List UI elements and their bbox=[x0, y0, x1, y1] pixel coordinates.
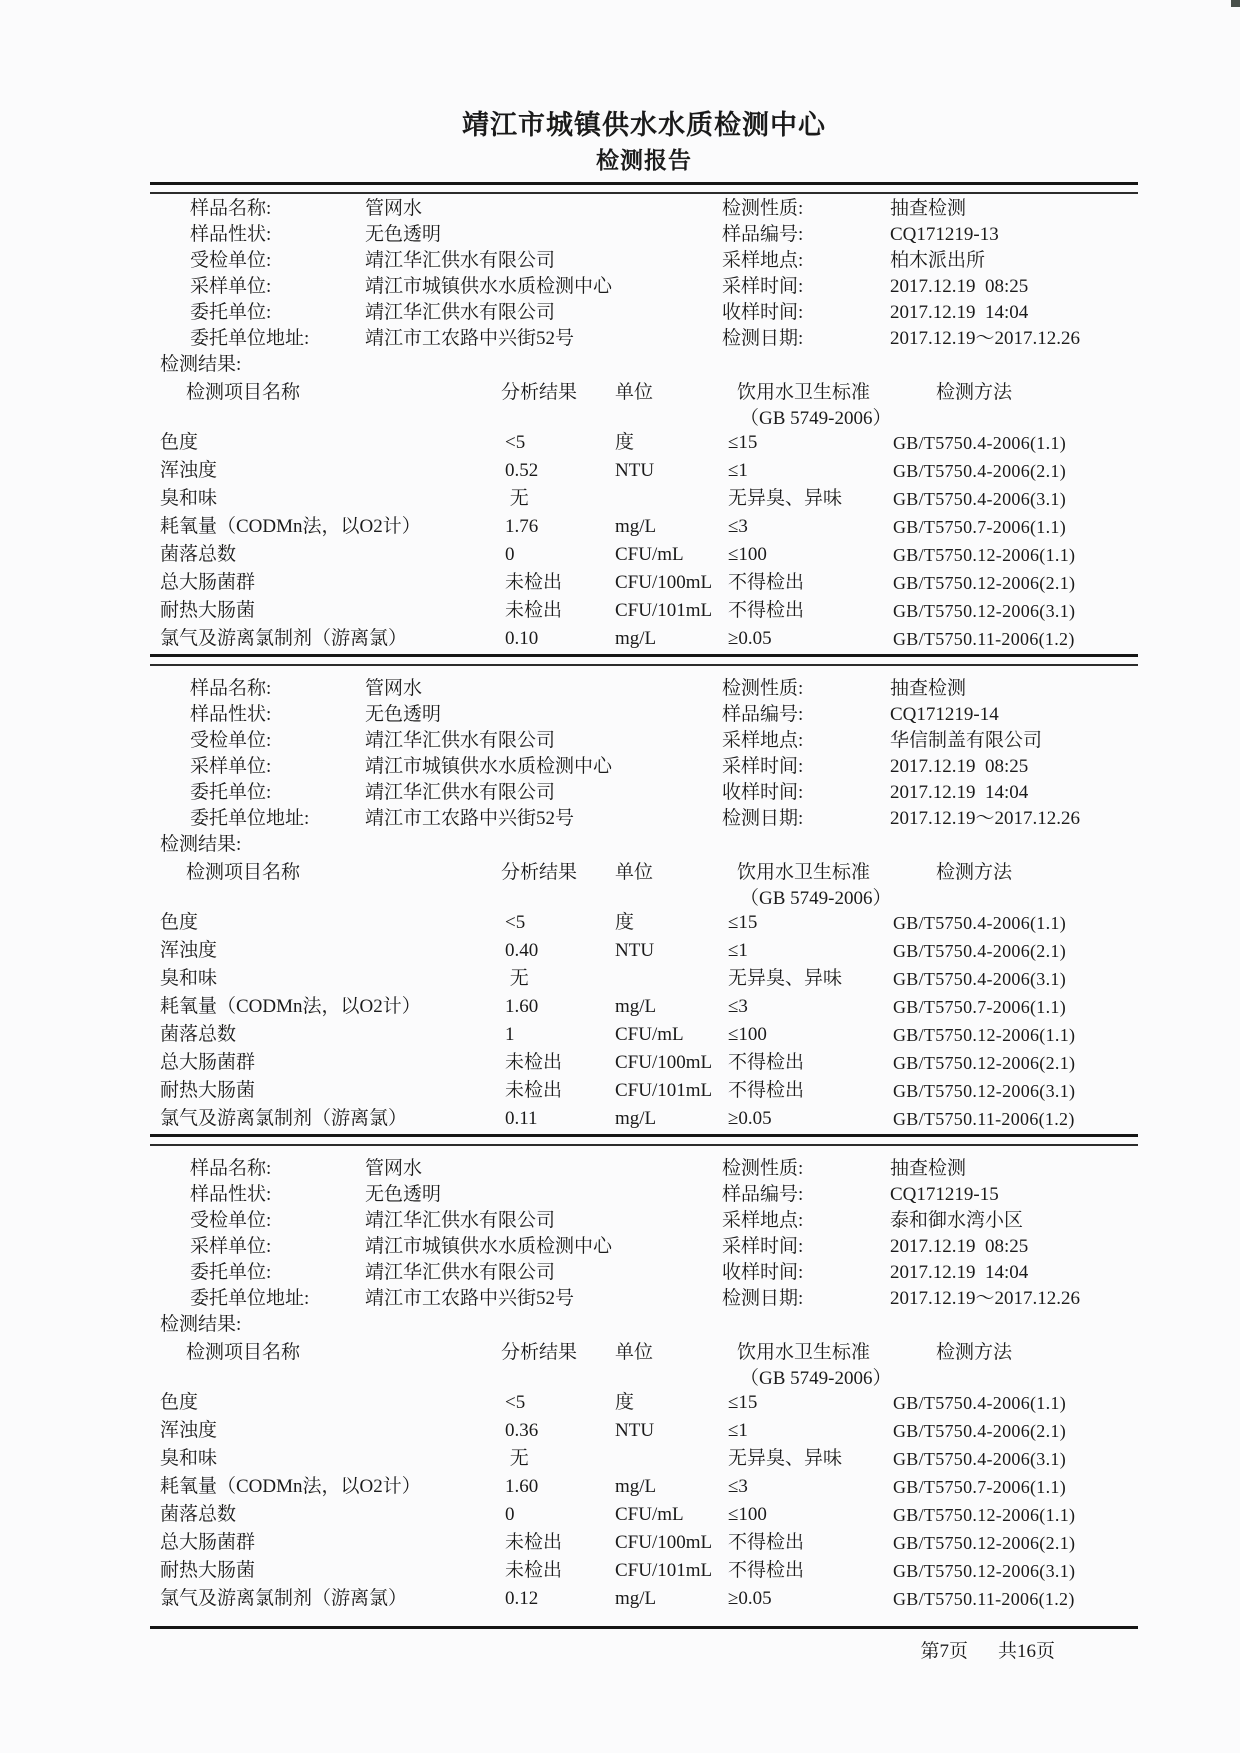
report-section-2 bbox=[0, 676, 1240, 1146]
table-cell-result: 未检出 bbox=[505, 1052, 563, 1073]
column-header-result: 分析结果 bbox=[501, 1342, 578, 1363]
table-cell-result: 无 bbox=[505, 1448, 529, 1469]
field-label: 受检单位: bbox=[190, 250, 272, 271]
field-label: 委托单位: bbox=[190, 1262, 272, 1283]
table-cell-item: 浑浊度 bbox=[160, 460, 218, 481]
table-cell-method: GB/T5750.4-2006(2.1) bbox=[893, 941, 1066, 961]
field-value: 管网水 bbox=[365, 1158, 423, 1179]
table-cell-result: 未检出 bbox=[505, 572, 563, 593]
field-label: 检测性质: bbox=[722, 678, 804, 699]
field-label: 样品性状: bbox=[190, 224, 272, 245]
field-label: 样品编号: bbox=[722, 704, 804, 725]
field-value: 靖江市城镇供水水质检测中心 bbox=[365, 756, 613, 777]
table-cell-unit: NTU bbox=[615, 460, 655, 481]
table-cell-item: 色度 bbox=[160, 912, 199, 933]
table-cell-unit: 度 bbox=[615, 432, 635, 453]
table-cell-method: GB/T5750.12-2006(3.1) bbox=[893, 601, 1076, 621]
table-cell-result: <5 bbox=[505, 912, 526, 933]
field-value: 靖江市工农路中兴街52号 bbox=[365, 328, 575, 349]
column-header-unit: 单位 bbox=[615, 1342, 654, 1363]
field-value: 2017.12.19～2017.12.26 bbox=[890, 1288, 1081, 1309]
field-label: 检测日期: bbox=[722, 808, 804, 829]
table-cell-result: <5 bbox=[505, 1392, 526, 1413]
field-label: 委托单位: bbox=[190, 302, 272, 323]
column-header-unit: 单位 bbox=[615, 862, 654, 883]
field-label: 检测日期: bbox=[722, 328, 804, 349]
field-label: 收样时间: bbox=[722, 1262, 804, 1283]
column-header-standard-sub: （GB 5749-2006） bbox=[740, 1368, 892, 1389]
table-cell-item: 耐热大肠菌 bbox=[160, 1560, 256, 1581]
field-value: CQ171219-13 bbox=[890, 224, 999, 245]
table-cell-method: GB/T5750.4-2006(3.1) bbox=[893, 1449, 1066, 1469]
table-cell-item: 色度 bbox=[160, 432, 199, 453]
field-value: 2017.12.19 08:25 bbox=[890, 756, 1029, 777]
field-label: 采样地点: bbox=[722, 250, 804, 271]
field-value: 2017.12.19 08:25 bbox=[890, 1236, 1029, 1257]
column-header-item: 检测项目名称 bbox=[186, 382, 301, 403]
table-cell-standard: ≥0.05 bbox=[728, 1588, 772, 1609]
table-cell-method: GB/T5750.12-2006(3.1) bbox=[893, 1081, 1076, 1101]
table-cell-standard: ≤3 bbox=[728, 996, 748, 1017]
column-header-method: 检测方法 bbox=[936, 382, 1013, 403]
table-cell-unit: NTU bbox=[615, 1420, 655, 1441]
table-cell-unit: CFU/101mL bbox=[615, 600, 713, 621]
table-cell-standard: 无异臭、异味 bbox=[728, 488, 843, 509]
current-page-label: 第7页 bbox=[920, 1641, 968, 1662]
table-cell-standard: ≤3 bbox=[728, 1476, 748, 1497]
field-value: 靖江华汇供水有限公司 bbox=[365, 1210, 556, 1231]
field-value: 2017.12.19 14:04 bbox=[890, 782, 1029, 803]
field-value: CQ171219-15 bbox=[890, 1184, 999, 1205]
table-cell-result: 无 bbox=[505, 968, 529, 989]
table-cell-item: 氯气及游离氯制剂（游离氯） bbox=[160, 1108, 408, 1129]
table-cell-result: 1.76 bbox=[505, 516, 539, 537]
column-header-standard: 饮用水卫生标准 bbox=[737, 382, 871, 403]
table-cell-method: GB/T5750.4-2006(1.1) bbox=[893, 1393, 1066, 1413]
field-value: 靖江华汇供水有限公司 bbox=[365, 250, 556, 271]
table-cell-standard: ≤15 bbox=[728, 1392, 758, 1413]
table-cell-standard: ≤1 bbox=[728, 940, 748, 961]
table-cell-standard: 不得检出 bbox=[728, 1560, 805, 1581]
table-cell-item: 色度 bbox=[160, 1392, 199, 1413]
column-header-unit: 单位 bbox=[615, 382, 654, 403]
table-cell-standard: ≤3 bbox=[728, 516, 748, 537]
field-value: 2017.12.19 14:04 bbox=[890, 302, 1029, 323]
table-cell-standard: ≤15 bbox=[728, 912, 758, 933]
table-cell-standard: 无异臭、异味 bbox=[728, 1448, 843, 1469]
field-label: 检测日期: bbox=[722, 1288, 804, 1309]
footer-divider-line bbox=[150, 1626, 1138, 1629]
table-cell-item: 耐热大肠菌 bbox=[160, 1080, 256, 1101]
table-cell-unit: mg/L bbox=[615, 1588, 657, 1609]
table-cell-item: 耗氧量（CODMn法，以O2计） bbox=[160, 1476, 421, 1497]
results-section-label: 检测结果: bbox=[160, 834, 242, 855]
table-cell-standard: 不得检出 bbox=[728, 1080, 805, 1101]
field-label: 样品性状: bbox=[190, 1184, 272, 1205]
report-section-1 bbox=[0, 196, 1240, 666]
table-cell-method: GB/T5750.12-2006(1.1) bbox=[893, 545, 1076, 565]
table-cell-result: 未检出 bbox=[505, 1532, 563, 1553]
table-cell-result: 0 bbox=[505, 1504, 515, 1525]
table-cell-method: GB/T5750.12-2006(2.1) bbox=[893, 1533, 1076, 1553]
table-cell-standard: 不得检出 bbox=[728, 572, 805, 593]
field-value: 管网水 bbox=[365, 198, 423, 219]
column-header-standard: 饮用水卫生标准 bbox=[737, 1342, 871, 1363]
field-label: 采样单位: bbox=[190, 756, 272, 777]
results-section-label: 检测结果: bbox=[160, 1314, 242, 1335]
field-value: 靖江华汇供水有限公司 bbox=[365, 782, 556, 803]
field-label: 样品编号: bbox=[722, 1184, 804, 1205]
table-cell-method: GB/T5750.7-2006(1.1) bbox=[893, 517, 1066, 537]
field-label: 检测性质: bbox=[722, 198, 804, 219]
table-cell-unit: CFU/101mL bbox=[615, 1080, 713, 1101]
field-label: 样品名称: bbox=[190, 1158, 272, 1179]
table-cell-unit: CFU/100mL bbox=[615, 572, 713, 593]
table-cell-item: 氯气及游离氯制剂（游离氯） bbox=[160, 628, 408, 649]
table-cell-standard: ≥0.05 bbox=[728, 1108, 772, 1129]
table-cell-item: 菌落总数 bbox=[160, 544, 237, 565]
table-cell-unit: mg/L bbox=[615, 1476, 657, 1497]
field-value: 2017.12.19 14:04 bbox=[890, 1262, 1029, 1283]
field-value: CQ171219-14 bbox=[890, 704, 999, 725]
table-cell-unit: CFU/100mL bbox=[615, 1052, 713, 1073]
results-section-label: 检测结果: bbox=[160, 354, 242, 375]
field-label: 委托单位地址: bbox=[190, 328, 310, 349]
table-cell-unit: CFU/mL bbox=[615, 1024, 684, 1045]
field-value: 抽查检测 bbox=[890, 1158, 967, 1179]
report-section-3 bbox=[0, 1156, 1240, 1626]
field-value: 无色透明 bbox=[365, 1184, 442, 1205]
table-cell-item: 总大肠菌群 bbox=[160, 1532, 256, 1553]
table-cell-method: GB/T5750.12-2006(2.1) bbox=[893, 1053, 1076, 1073]
table-cell-item: 总大肠菌群 bbox=[160, 1052, 256, 1073]
table-cell-method: GB/T5750.4-2006(2.1) bbox=[893, 1421, 1066, 1441]
field-value: 泰和御水湾小区 bbox=[890, 1210, 1024, 1231]
table-cell-result: 0.52 bbox=[505, 460, 539, 481]
field-label: 委托单位地址: bbox=[190, 1288, 310, 1309]
table-cell-item: 耗氧量（CODMn法，以O2计） bbox=[160, 996, 421, 1017]
total-pages-label: 共16页 bbox=[997, 1641, 1055, 1662]
field-label: 收样时间: bbox=[722, 302, 804, 323]
field-label: 样品编号: bbox=[722, 224, 804, 245]
column-header-item: 检测项目名称 bbox=[186, 1342, 301, 1363]
field-label: 受检单位: bbox=[190, 730, 272, 751]
field-label: 采样时间: bbox=[722, 276, 804, 297]
field-value: 2017.12.19～2017.12.26 bbox=[890, 328, 1081, 349]
field-value: 靖江市城镇供水水质检测中心 bbox=[365, 276, 613, 297]
table-cell-method: GB/T5750.7-2006(1.1) bbox=[893, 997, 1066, 1017]
column-header-standard-sub: （GB 5749-2006） bbox=[740, 408, 892, 429]
table-cell-item: 臭和味 bbox=[160, 488, 218, 509]
page-number-footer bbox=[150, 1636, 1055, 1663]
table-cell-result: 1.60 bbox=[505, 996, 539, 1017]
field-value: 靖江市城镇供水水质检测中心 bbox=[365, 1236, 613, 1257]
field-label: 样品性状: bbox=[190, 704, 272, 725]
field-value: 华信制盖有限公司 bbox=[890, 730, 1043, 751]
table-cell-result: 未检出 bbox=[505, 1080, 563, 1101]
field-label: 采样单位: bbox=[190, 276, 272, 297]
field-label: 采样时间: bbox=[722, 756, 804, 777]
field-label: 委托单位地址: bbox=[190, 808, 310, 829]
table-cell-method: GB/T5750.4-2006(1.1) bbox=[893, 913, 1066, 933]
field-value: 柏木派出所 bbox=[890, 250, 986, 271]
table-cell-method: GB/T5750.11-2006(1.2) bbox=[893, 1109, 1075, 1129]
field-value: 靖江市工农路中兴街52号 bbox=[365, 808, 575, 829]
table-cell-unit: mg/L bbox=[615, 628, 657, 649]
table-cell-item: 耐热大肠菌 bbox=[160, 600, 256, 621]
field-label: 样品名称: bbox=[190, 198, 272, 219]
field-value: 无色透明 bbox=[365, 704, 442, 725]
field-value: 管网水 bbox=[365, 678, 423, 699]
table-cell-result: 0.40 bbox=[505, 940, 539, 961]
table-cell-standard: 不得检出 bbox=[728, 1532, 805, 1553]
table-cell-result: 0.12 bbox=[505, 1588, 539, 1609]
field-label: 收样时间: bbox=[722, 782, 804, 803]
field-value: 2017.12.19 08:25 bbox=[890, 276, 1029, 297]
column-header-method: 检测方法 bbox=[936, 862, 1013, 883]
table-cell-result: 1.60 bbox=[505, 1476, 539, 1497]
table-cell-item: 总大肠菌群 bbox=[160, 572, 256, 593]
header-divider-line bbox=[150, 182, 1138, 194]
table-cell-method: GB/T5750.12-2006(3.1) bbox=[893, 1561, 1076, 1581]
table-cell-unit: 度 bbox=[615, 912, 635, 933]
table-cell-item: 菌落总数 bbox=[160, 1024, 237, 1045]
column-header-result: 分析结果 bbox=[501, 382, 578, 403]
table-cell-standard: 无异臭、异味 bbox=[728, 968, 843, 989]
table-cell-unit: CFU/mL bbox=[615, 1504, 684, 1525]
table-cell-method: GB/T5750.7-2006(1.1) bbox=[893, 1477, 1066, 1497]
table-cell-standard: ≤15 bbox=[728, 432, 758, 453]
field-value: 靖江华汇供水有限公司 bbox=[365, 302, 556, 323]
column-header-method: 检测方法 bbox=[936, 1342, 1013, 1363]
table-cell-method: GB/T5750.11-2006(1.2) bbox=[893, 1589, 1075, 1609]
table-cell-standard: ≤100 bbox=[728, 1024, 767, 1045]
table-cell-standard: ≤100 bbox=[728, 544, 767, 565]
field-label: 样品名称: bbox=[190, 678, 272, 699]
table-cell-method: GB/T5750.4-2006(2.1) bbox=[893, 461, 1066, 481]
table-cell-result: 0.11 bbox=[505, 1108, 538, 1129]
table-cell-result: 0 bbox=[505, 544, 515, 565]
table-cell-unit: mg/L bbox=[615, 516, 657, 537]
table-cell-result: 无 bbox=[505, 488, 529, 509]
table-cell-item: 臭和味 bbox=[160, 1448, 218, 1469]
table-cell-standard: ≤1 bbox=[728, 1420, 748, 1441]
column-header-result: 分析结果 bbox=[501, 862, 578, 883]
table-cell-method: GB/T5750.12-2006(1.1) bbox=[893, 1025, 1076, 1045]
table-cell-unit: mg/L bbox=[615, 996, 657, 1017]
table-cell-result: 0.10 bbox=[505, 628, 539, 649]
table-cell-item: 浑浊度 bbox=[160, 940, 218, 961]
field-value: 2017.12.19～2017.12.26 bbox=[890, 808, 1081, 829]
field-label: 受检单位: bbox=[190, 1210, 272, 1231]
field-label: 采样地点: bbox=[722, 730, 804, 751]
table-cell-unit: NTU bbox=[615, 940, 655, 961]
table-cell-method: GB/T5750.4-2006(1.1) bbox=[893, 433, 1066, 453]
field-value: 无色透明 bbox=[365, 224, 442, 245]
table-cell-item: 氯气及游离氯制剂（游离氯） bbox=[160, 1588, 408, 1609]
column-header-standard: 饮用水卫生标准 bbox=[737, 862, 871, 883]
table-cell-method: GB/T5750.12-2006(1.1) bbox=[893, 1505, 1076, 1525]
table-cell-unit: 度 bbox=[615, 1392, 635, 1413]
field-label: 采样时间: bbox=[722, 1236, 804, 1257]
field-value: 靖江市工农路中兴街52号 bbox=[365, 1288, 575, 1309]
scan-artifact-mark bbox=[1231, 0, 1240, 7]
table-cell-unit: CFU/mL bbox=[615, 544, 684, 565]
column-header-standard-sub: （GB 5749-2006） bbox=[740, 888, 892, 909]
field-label: 检测性质: bbox=[722, 1158, 804, 1179]
page-title: 靖江市城镇供水水质检测中心 bbox=[462, 110, 826, 140]
field-value: 靖江华汇供水有限公司 bbox=[365, 1262, 556, 1283]
field-value: 抽查检测 bbox=[890, 198, 967, 219]
field-value: 抽查检测 bbox=[890, 678, 967, 699]
table-cell-result: 1 bbox=[505, 1024, 515, 1045]
table-cell-result: 未检出 bbox=[505, 1560, 563, 1581]
table-cell-item: 耗氧量（CODMn法，以O2计） bbox=[160, 516, 421, 537]
column-header-item: 检测项目名称 bbox=[186, 862, 301, 883]
field-label: 委托单位: bbox=[190, 782, 272, 803]
table-cell-method: GB/T5750.4-2006(3.1) bbox=[893, 489, 1066, 509]
table-cell-unit: CFU/101mL bbox=[615, 1560, 713, 1581]
field-value: 靖江华汇供水有限公司 bbox=[365, 730, 556, 751]
table-cell-standard: ≤1 bbox=[728, 460, 748, 481]
table-cell-standard: 不得检出 bbox=[728, 1052, 805, 1073]
table-cell-standard: ≤100 bbox=[728, 1504, 767, 1525]
table-cell-unit: CFU/100mL bbox=[615, 1532, 713, 1553]
table-cell-method: GB/T5750.12-2006(2.1) bbox=[893, 573, 1076, 593]
field-label: 采样单位: bbox=[190, 1236, 272, 1257]
table-cell-unit: mg/L bbox=[615, 1108, 657, 1129]
table-cell-result: <5 bbox=[505, 432, 526, 453]
table-cell-item: 臭和味 bbox=[160, 968, 218, 989]
report-subtitle: 检测报告 bbox=[596, 148, 692, 173]
table-cell-result: 未检出 bbox=[505, 600, 563, 621]
table-cell-item: 浑浊度 bbox=[160, 1420, 218, 1441]
table-cell-method: GB/T5750.11-2006(1.2) bbox=[893, 629, 1075, 649]
table-cell-standard: ≥0.05 bbox=[728, 628, 772, 649]
field-label: 采样地点: bbox=[722, 1210, 804, 1231]
table-cell-item: 菌落总数 bbox=[160, 1504, 237, 1525]
table-cell-result: 0.36 bbox=[505, 1420, 539, 1441]
table-cell-standard: 不得检出 bbox=[728, 600, 805, 621]
table-cell-method: GB/T5750.4-2006(3.1) bbox=[893, 969, 1066, 989]
